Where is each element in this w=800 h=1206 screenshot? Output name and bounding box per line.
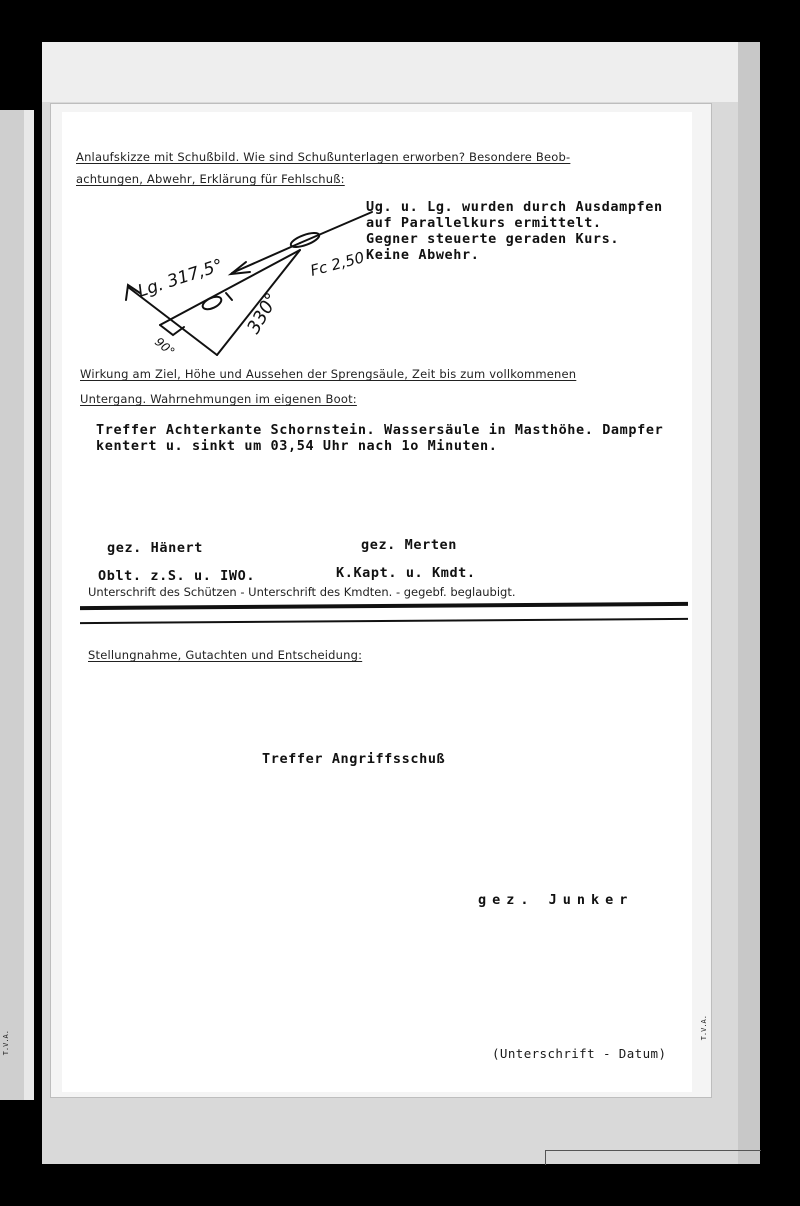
reviewer-signature: gez. Junker <box>478 892 634 908</box>
sketch-course-line <box>300 212 372 243</box>
section1-header-line1: Anlaufskizze mit Schußbild. Wie sind Schußunterlagen erworben? Besondere Beob- <box>76 150 571 164</box>
note-line-1: Ug. u. Lg. wurden durch Ausdampfen <box>366 199 663 215</box>
sketch-label-angle: 330° <box>243 289 284 338</box>
verdict-text: Treffer Angriffsschuß <box>262 751 446 767</box>
sketch-label-lg: Lg. 317,5° <box>135 255 226 302</box>
note-line-3: Gegner steuerte geraden Kurs. <box>366 231 620 247</box>
effect-line-2: kentert u. sinkt um 03,54 Uhr nach 1o Minuten. <box>96 438 498 454</box>
note-line-4: Keine Abwehr. <box>366 247 480 263</box>
shooter-rank: Oblt. z.S. u. IWO. <box>98 568 256 584</box>
note-line-2: auf Parallelkurs ermittelt. <box>366 215 602 231</box>
sketch-hit-point <box>201 294 223 312</box>
commander-rank: K.Kapt. u. Kmdt. <box>336 565 476 581</box>
sketch-label-side: 90° <box>152 334 178 359</box>
shooter-signature: gez. Hänert <box>107 540 204 556</box>
section3-header: Stellungnahme, Gutachten und Entscheidung: <box>88 648 363 662</box>
footer-signature-date: (Unterschrift - Datum) <box>492 1046 667 1061</box>
commander-signature: gez. Merten <box>361 537 458 553</box>
section2-header-line2: Untergang. Wahrnehmungen im eigenen Boot: <box>80 392 357 406</box>
sketch-label-fc: Fc 2,50 <box>308 248 367 280</box>
film-code-right: T.V.A. <box>700 1015 708 1041</box>
section1-header-line2: achtungen, Abwehr, Erklärung für Fehlschuß: <box>76 172 345 186</box>
signature-caption: Unterschrift des Schützen - Unterschrift des Kmdten. - gegebf. beglaubigt. <box>88 585 516 599</box>
effect-line-1: Treffer Achterkante Schornstein. Wassersäule in Masthöhe. Dampfer <box>96 422 664 438</box>
sketch-arrow-head <box>231 262 250 274</box>
section2-header-line1: Wirkung am Ziel, Höhe und Aussehen der Sprengsäule, Zeit bis zum vollkommenen <box>80 367 577 381</box>
film-code-left: T.V.A. <box>2 1030 10 1056</box>
